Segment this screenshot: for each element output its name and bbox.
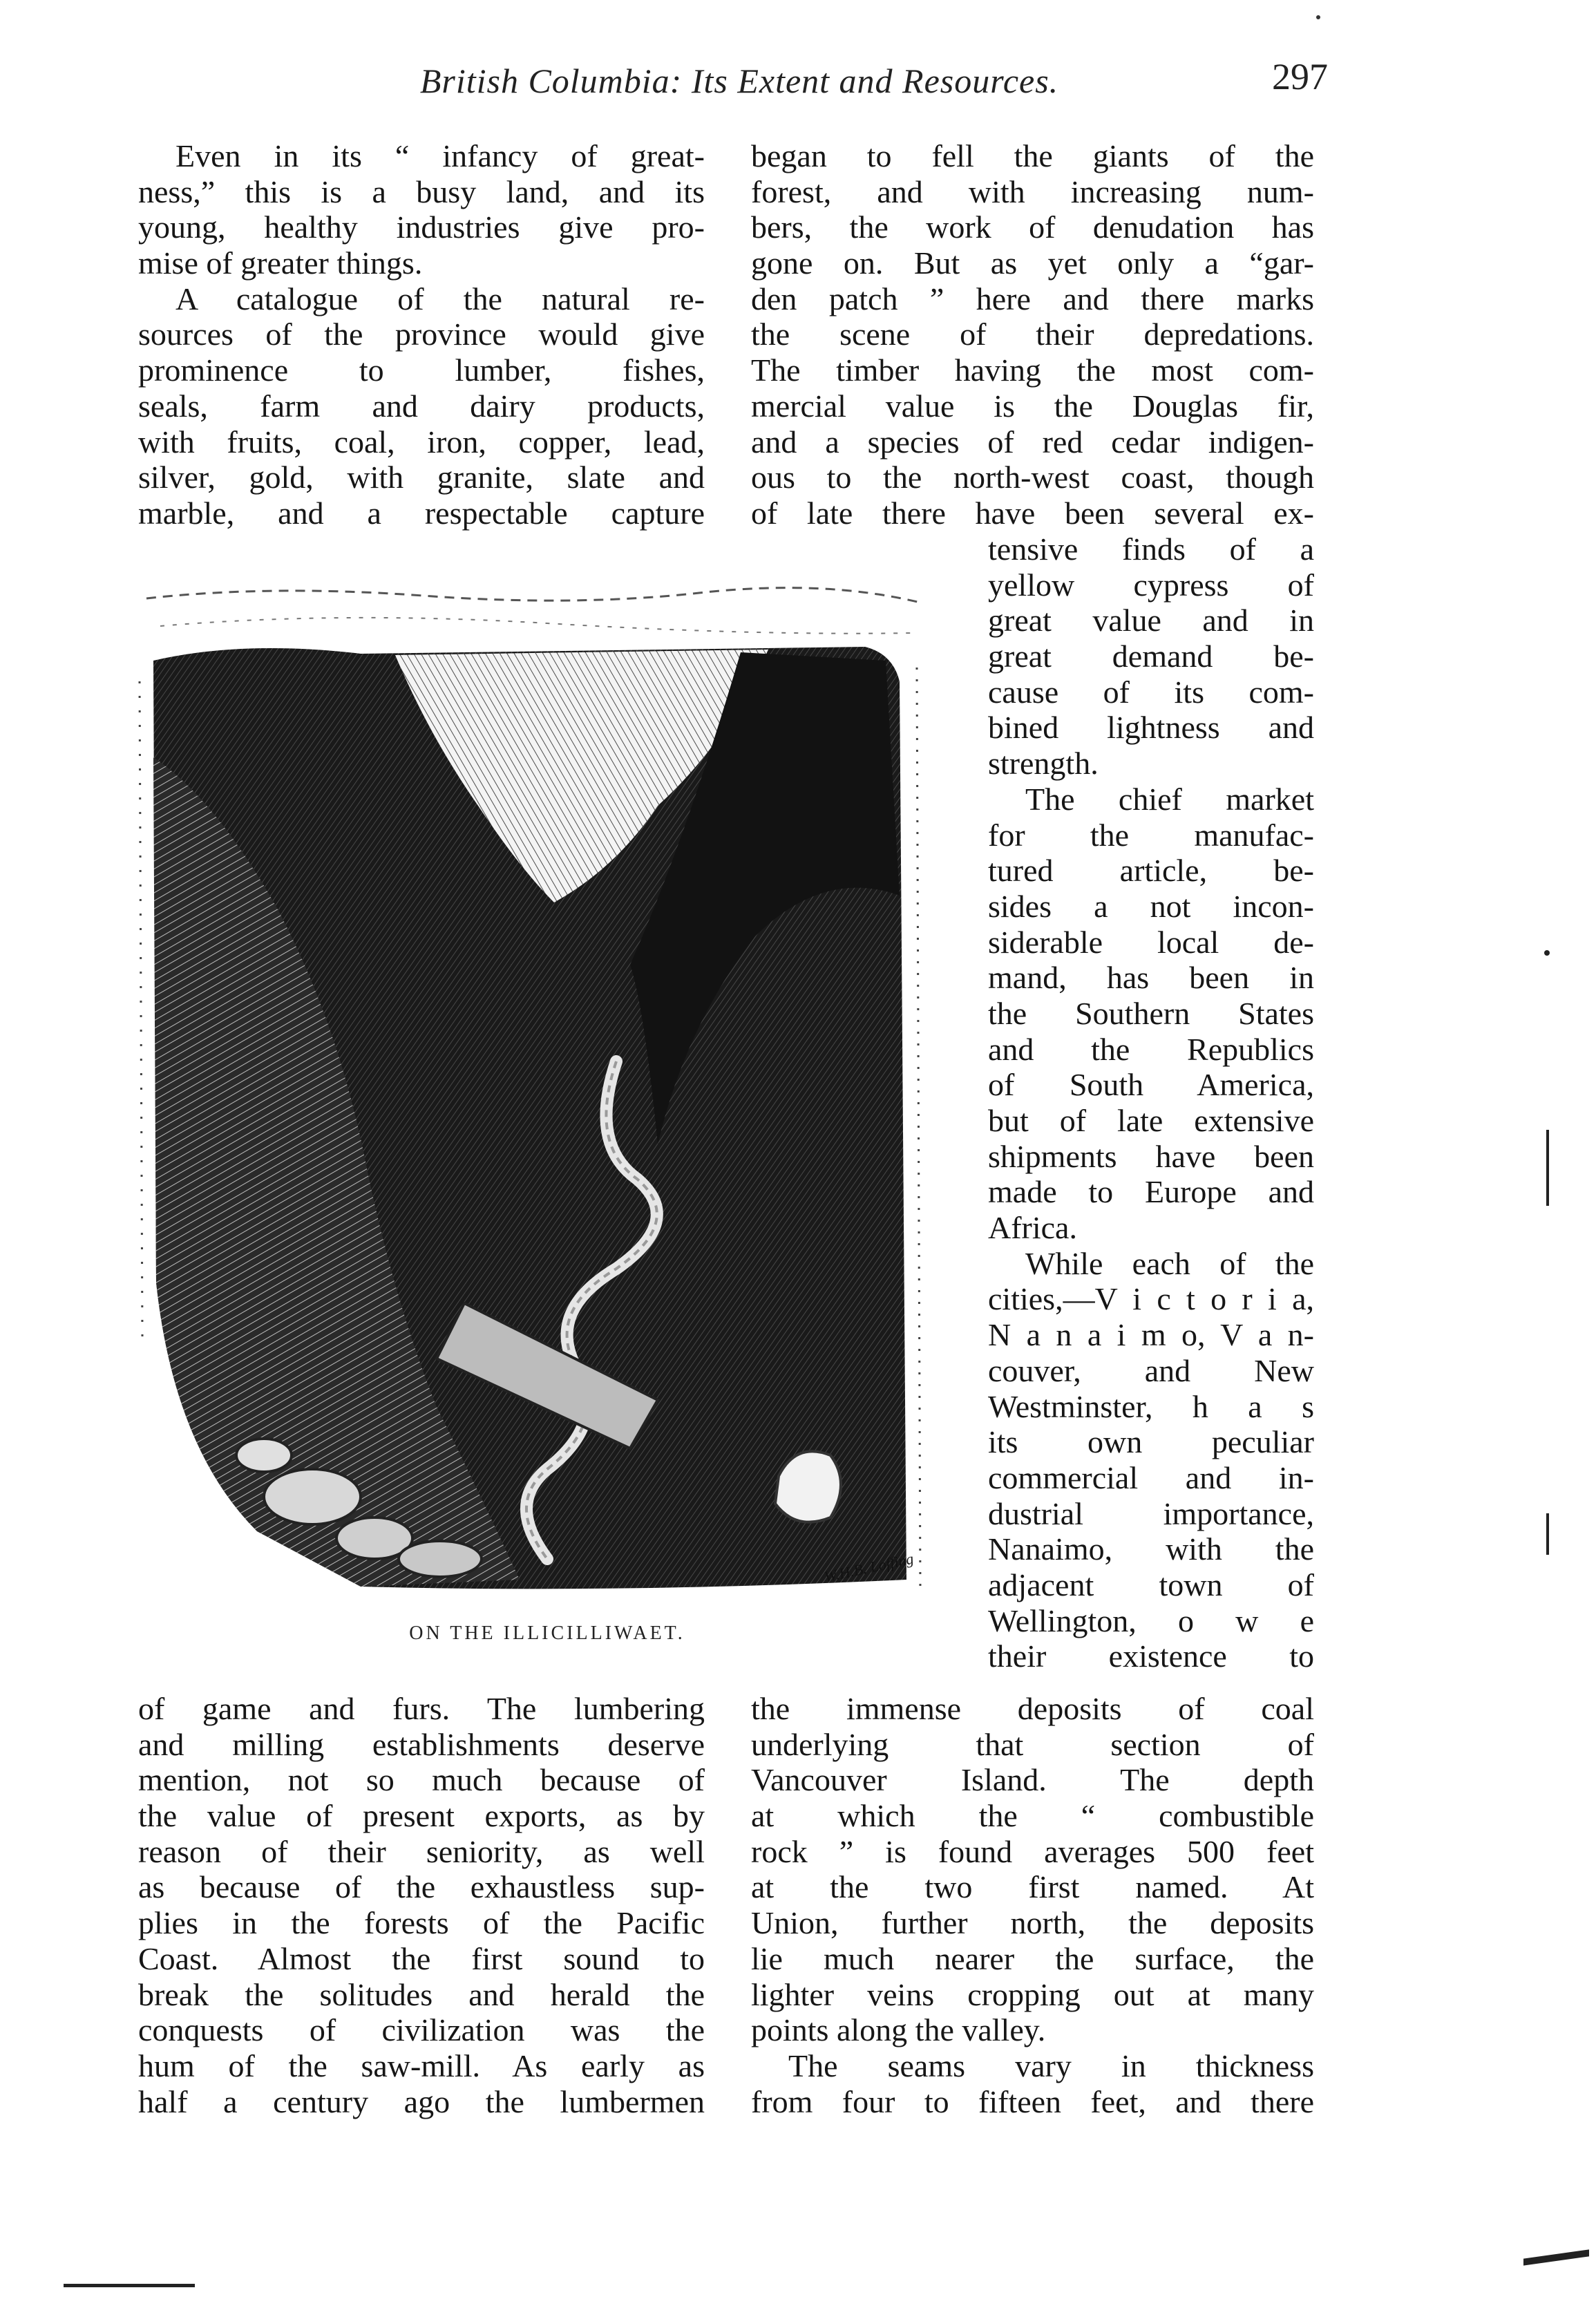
text-line: break the solitudes and herald the [138,1976,705,2012]
text-line: of late there have been several ex- [751,495,1314,531]
text-line: gone on. But as yet only a “gar- [751,245,1314,281]
text-line: and the Republics [988,1031,1314,1067]
text-line: sources of the province would give [138,316,705,352]
text-line: underlying that section of [751,1726,1314,1762]
engraving-picture [133,578,962,1612]
text-line: seals, farm and dairy products, [138,388,705,424]
text-line: from four to fifteen feet, and there [751,2083,1314,2119]
text-line: cities,—V i c t o r i a, [988,1281,1314,1317]
text-line: strength. [988,746,1099,782]
text-line: The chief market [1025,781,1314,817]
text-line: marble, and a respectable capture [138,495,705,531]
text-line: bined lightness and [988,710,1314,746]
text-line: half a century ago the lumbermen [138,2083,705,2119]
figure-caption: ON THE ILLICILLIWAET. [409,1622,685,1644]
page-number: 297 [1272,56,1328,97]
text-line: The seams vary in thickness [788,2047,1314,2083]
text-line: lie much nearer the surface, the [751,1940,1314,1976]
text-line: their existence to [988,1638,1314,1674]
text-line: Nanaimo, with the [988,1531,1314,1567]
text-line: great demand be- [988,638,1314,674]
text-line: A catalogue of the natural re- [175,281,705,316]
text-line: tensive finds of a [988,531,1314,567]
text-line: yellow cypress of [988,567,1314,603]
text-line: Wellington, o w e [988,1602,1314,1638]
text-line: the value of present exports, as by [138,1798,705,1834]
text-line: as because of the exhaustless sup- [138,1869,705,1905]
text-line: mand, has been in [988,960,1314,996]
text-line: bers, the work of denudation has [751,209,1314,245]
text-line: den patch ” here and there marks [751,281,1314,316]
text-line: The timber having the most com- [751,352,1314,388]
text-line: adjacent town of [988,1567,1314,1602]
right-column-top [751,138,1314,531]
engraver-signature: W.H.B. Loffing [822,1549,915,1586]
text-line: at which the “ combustible [751,1798,1314,1834]
ink-speck [1316,15,1320,19]
text-line: commercial and in- [988,1459,1314,1495]
text-line: with fruits, coal, iron, copper, lead, [138,424,705,460]
text-line: Union, further north, the deposits [751,1905,1314,1941]
scan-mark [64,2284,195,2287]
text-line: of game and furs. The lumbering [138,1691,705,1726]
text-line: its own peculiar [988,1424,1314,1460]
text-line: couver, and New [988,1352,1314,1388]
text-line: shipments have been [988,1138,1314,1174]
scan-mark [1546,1130,1549,1206]
text-line: the scene of their depredations. [751,316,1314,352]
text-line: of South America, [988,1067,1314,1103]
text-line: and milling establishments deserve [138,1726,705,1762]
text-line: the Southern States [988,995,1314,1031]
text-line: ness,” this is a busy land, and its [138,173,705,209]
text-line: Coast. Almost the first sound to [138,1940,705,1976]
illicilliwaet-engraving [133,578,962,1612]
text-line: silver, gold, with granite, slate and [138,460,705,495]
scan-mark [1546,1513,1549,1555]
text-line: mise of greater things. [138,245,423,281]
text-line: N a n a i m o, V a n- [988,1317,1314,1353]
text-line: hum of the saw-mill. As early as [138,2047,705,2083]
text-line: While each of the [1025,1245,1314,1281]
text-line: tured article, be- [988,853,1314,889]
text-line: the immense deposits of coal [751,1691,1314,1726]
text-line: dustrial importance, [988,1495,1314,1531]
left-column-bottom [138,1691,705,2119]
text-line: mention, not so much because of [138,1762,705,1798]
running-head-title: British Columbia: Its Extent and Resources. [419,62,1059,100]
text-line: Westminster, h a s [988,1388,1314,1424]
left-column-top [138,138,705,531]
text-line: Even in its “ infancy of great- [175,138,705,173]
text-line: lighter veins cropping out at many [751,1976,1314,2012]
text-line: points along the valley. [751,2012,1046,2048]
text-line: cause of its com- [988,674,1314,710]
right-column-bottom [751,1691,1314,2119]
text-line: made to Europe and [988,1174,1314,1210]
text-line: rock ” is found averages 500 feet [751,1833,1314,1869]
text-line: mercial value is the Douglas fir, [751,388,1314,424]
text-line: for the manufac- [988,817,1314,853]
text-line: great value and in [988,603,1314,638]
right-column-beside-figure [988,531,1314,1674]
text-line: began to fell the giants of the [751,138,1314,173]
text-line: reason of their seniority, as well [138,1833,705,1869]
text-line: forest, and with increasing num- [751,173,1314,209]
text-line: at the two first named. At [751,1869,1314,1905]
text-line: ous to the north-west coast, though [751,460,1314,495]
text-line: and a species of red cedar indigen- [751,424,1314,460]
text-line: young, healthy industries give pro- [138,209,705,245]
text-line: sides a not incon- [988,888,1314,924]
text-line: Vancouver Island. The depth [751,1762,1314,1798]
scan-mark [1544,950,1550,956]
text-line: prominence to lumber, fishes, [138,352,705,388]
text-line: siderable local de- [988,924,1314,960]
text-line: plies in the forests of the Pacific [138,1905,705,1941]
text-line: but of late extensive [988,1103,1314,1138]
text-line: conquests of civilization was the [138,2012,705,2048]
text-line: Africa. [988,1210,1077,1246]
scan-mark [1523,2249,1589,2265]
